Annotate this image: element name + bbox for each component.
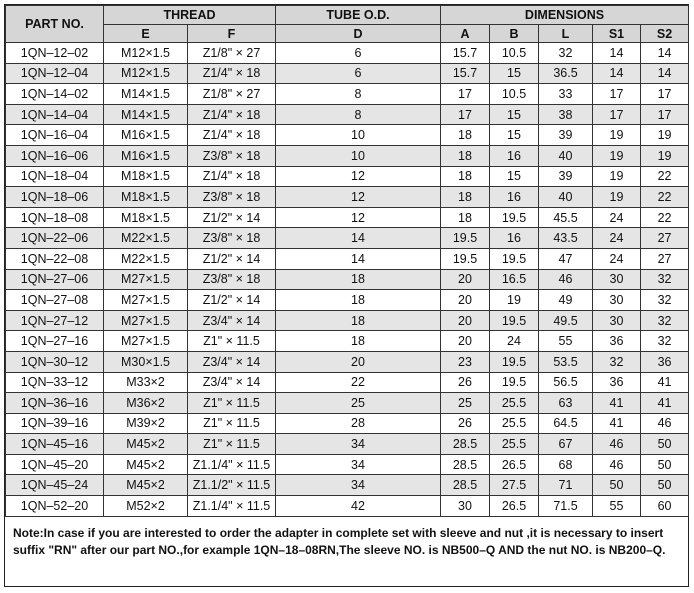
cell-thread-f: Z1/4" × 18 [188, 125, 276, 146]
sub-header-row [6, 25, 689, 43]
cell-thread-f: Z1/8" × 27 [188, 84, 276, 105]
table-body [6, 43, 689, 517]
cell-dim-s2: 32 [641, 310, 689, 331]
header-tube-od: TUBE O.D. [276, 6, 441, 25]
cell-dim-s1: 30 [593, 290, 641, 311]
cell-dim-s1: 24 [593, 248, 641, 269]
cell-dim-a: 18 [441, 187, 490, 208]
table-row [6, 104, 689, 125]
cell-dim-l: 56.5 [539, 372, 593, 393]
cell-part-no: 1QN–36–16 [6, 393, 104, 414]
cell-dim-a: 28.5 [441, 475, 490, 496]
header-d: D [276, 25, 441, 43]
table-row [6, 84, 689, 105]
cell-dim-s2: 22 [641, 207, 689, 228]
cell-dim-s1: 46 [593, 454, 641, 475]
cell-dim-b: 16 [490, 187, 539, 208]
cell-thread-f: Z3/8" × 18 [188, 269, 276, 290]
cell-thread-f: Z3/8" × 18 [188, 145, 276, 166]
table-row [6, 207, 689, 228]
cell-tube-od-d: 25 [276, 393, 441, 414]
cell-dim-b: 10.5 [490, 84, 539, 105]
cell-dim-s1: 19 [593, 187, 641, 208]
cell-dim-s2: 32 [641, 331, 689, 352]
cell-dim-s1: 46 [593, 434, 641, 455]
cell-dim-b: 19.5 [490, 207, 539, 228]
cell-thread-e: M18×1.5 [104, 207, 188, 228]
cell-dim-b: 16.5 [490, 269, 539, 290]
cell-dim-l: 39 [539, 166, 593, 187]
cell-tube-od-d: 10 [276, 145, 441, 166]
cell-dim-s2: 22 [641, 187, 689, 208]
table-row [6, 434, 689, 455]
cell-dim-a: 20 [441, 290, 490, 311]
cell-dim-l: 46 [539, 269, 593, 290]
cell-dim-s1: 17 [593, 84, 641, 105]
cell-tube-od-d: 6 [276, 63, 441, 84]
cell-dim-b: 16 [490, 228, 539, 249]
table-row [6, 413, 689, 434]
cell-dim-l: 71.5 [539, 496, 593, 517]
cell-dim-s2: 60 [641, 496, 689, 517]
cell-tube-od-d: 10 [276, 125, 441, 146]
cell-thread-e: M12×1.5 [104, 43, 188, 64]
cell-thread-f: Z3/4" × 14 [188, 310, 276, 331]
cell-tube-od-d: 12 [276, 207, 441, 228]
cell-part-no: 1QN–27–12 [6, 310, 104, 331]
table-row [6, 310, 689, 331]
cell-tube-od-d: 18 [276, 310, 441, 331]
header-s1: S1 [593, 25, 641, 43]
cell-dim-a: 28.5 [441, 454, 490, 475]
cell-thread-f: Z3/4" × 14 [188, 351, 276, 372]
cell-dim-s1: 24 [593, 228, 641, 249]
cell-dim-s2: 27 [641, 248, 689, 269]
cell-dim-b: 25.5 [490, 413, 539, 434]
cell-thread-f: Z1.1/4" × 11.5 [188, 496, 276, 517]
cell-dim-b: 19 [490, 290, 539, 311]
cell-thread-f: Z1" × 11.5 [188, 413, 276, 434]
cell-dim-a: 15.7 [441, 43, 490, 64]
cell-thread-e: M45×2 [104, 454, 188, 475]
cell-thread-e: M27×1.5 [104, 269, 188, 290]
cell-part-no: 1QN–18–06 [6, 187, 104, 208]
cell-dim-s1: 19 [593, 166, 641, 187]
cell-dim-s1: 55 [593, 496, 641, 517]
dimension-table [5, 5, 689, 517]
cell-tube-od-d: 34 [276, 475, 441, 496]
cell-dim-a: 20 [441, 331, 490, 352]
cell-thread-f: Z3/8" × 18 [188, 187, 276, 208]
cell-dim-l: 36.5 [539, 63, 593, 84]
table-row [6, 372, 689, 393]
cell-dim-s2: 22 [641, 166, 689, 187]
cell-dim-s1: 41 [593, 393, 641, 414]
cell-dim-s2: 14 [641, 43, 689, 64]
cell-thread-f: Z1" × 11.5 [188, 393, 276, 414]
cell-tube-od-d: 8 [276, 104, 441, 125]
table-row [6, 269, 689, 290]
cell-dim-l: 32 [539, 43, 593, 64]
cell-thread-f: Z1/4" × 18 [188, 63, 276, 84]
cell-dim-a: 20 [441, 310, 490, 331]
table-header [6, 6, 689, 43]
cell-part-no: 1QN–45–24 [6, 475, 104, 496]
cell-thread-f: Z1/2" × 14 [188, 290, 276, 311]
cell-dim-s1: 19 [593, 125, 641, 146]
cell-dim-a: 19.5 [441, 248, 490, 269]
order-note: Note:In case if you are interested to order the adapter in complete set with sleeve and nut ,it is necessary to insert suffix "RN" after our part NO.,for example 1QN–18–08RN,The sleeve NO. is NB500–Q AND the nut NO. is NB200–Q. [13, 525, 666, 557]
cell-thread-e: M27×1.5 [104, 310, 188, 331]
table-row [6, 351, 689, 372]
cell-part-no: 1QN–27–06 [6, 269, 104, 290]
cell-tube-od-d: 18 [276, 290, 441, 311]
cell-dim-a: 18 [441, 145, 490, 166]
cell-thread-f: Z1/8" × 27 [188, 43, 276, 64]
cell-part-no: 1QN–16–06 [6, 145, 104, 166]
cell-dim-s2: 36 [641, 351, 689, 372]
cell-tube-od-d: 18 [276, 331, 441, 352]
cell-thread-e: M18×1.5 [104, 187, 188, 208]
cell-thread-f: Z1/2" × 14 [188, 248, 276, 269]
table-row [6, 166, 689, 187]
cell-part-no: 1QN–18–08 [6, 207, 104, 228]
cell-thread-e: M45×2 [104, 434, 188, 455]
cell-part-no: 1QN–45–16 [6, 434, 104, 455]
cell-dim-s2: 14 [641, 63, 689, 84]
cell-part-no: 1QN–52–20 [6, 496, 104, 517]
cell-dim-b: 15 [490, 63, 539, 84]
cell-dim-s1: 41 [593, 413, 641, 434]
cell-thread-e: M16×1.5 [104, 125, 188, 146]
cell-dim-l: 43.5 [539, 228, 593, 249]
cell-dim-s1: 19 [593, 145, 641, 166]
cell-thread-e: M30×1.5 [104, 351, 188, 372]
table-row [6, 228, 689, 249]
cell-part-no: 1QN–30–12 [6, 351, 104, 372]
cell-dim-s1: 32 [593, 351, 641, 372]
cell-tube-od-d: 28 [276, 413, 441, 434]
cell-tube-od-d: 12 [276, 187, 441, 208]
table-row [6, 393, 689, 414]
cell-thread-e: M16×1.5 [104, 145, 188, 166]
header-f: F [188, 25, 276, 43]
cell-thread-e: M39×2 [104, 413, 188, 434]
cell-thread-f: Z1" × 11.5 [188, 331, 276, 352]
cell-part-no: 1QN–14–04 [6, 104, 104, 125]
header-b: B [490, 25, 539, 43]
table-row [6, 187, 689, 208]
cell-dim-l: 63 [539, 393, 593, 414]
cell-dim-l: 40 [539, 145, 593, 166]
cell-dim-s2: 17 [641, 104, 689, 125]
cell-dim-s2: 50 [641, 434, 689, 455]
cell-dim-a: 20 [441, 269, 490, 290]
cell-dim-s1: 24 [593, 207, 641, 228]
cell-thread-e: M52×2 [104, 496, 188, 517]
table-row [6, 63, 689, 84]
cell-dim-l: 47 [539, 248, 593, 269]
cell-dim-a: 17 [441, 84, 490, 105]
cell-thread-f: Z1" × 11.5 [188, 434, 276, 455]
cell-dim-l: 55 [539, 331, 593, 352]
cell-thread-f: Z1.1/4" × 11.5 [188, 454, 276, 475]
cell-dim-s2: 17 [641, 84, 689, 105]
cell-thread-e: M14×1.5 [104, 84, 188, 105]
cell-dim-a: 28.5 [441, 434, 490, 455]
cell-dim-b: 25.5 [490, 393, 539, 414]
cell-thread-f: Z3/4" × 14 [188, 372, 276, 393]
cell-tube-od-d: 22 [276, 372, 441, 393]
cell-dim-a: 19.5 [441, 228, 490, 249]
cell-thread-e: M36×2 [104, 393, 188, 414]
table-row [6, 454, 689, 475]
spec-sheet [4, 4, 689, 587]
cell-dim-b: 19.5 [490, 248, 539, 269]
cell-thread-e: M45×2 [104, 475, 188, 496]
cell-thread-e: M12×1.5 [104, 63, 188, 84]
cell-dim-s2: 41 [641, 393, 689, 414]
cell-thread-e: M33×2 [104, 372, 188, 393]
cell-dim-l: 68 [539, 454, 593, 475]
cell-dim-b: 25.5 [490, 434, 539, 455]
cell-dim-l: 38 [539, 104, 593, 125]
table-row [6, 125, 689, 146]
cell-part-no: 1QN–33–12 [6, 372, 104, 393]
cell-dim-l: 39 [539, 125, 593, 146]
cell-dim-b: 26.5 [490, 454, 539, 475]
cell-dim-b: 19.5 [490, 372, 539, 393]
cell-dim-a: 18 [441, 166, 490, 187]
cell-tube-od-d: 12 [276, 166, 441, 187]
table-row [6, 475, 689, 496]
table-row [6, 248, 689, 269]
cell-dim-a: 30 [441, 496, 490, 517]
cell-thread-e: M27×1.5 [104, 290, 188, 311]
cell-dim-s2: 19 [641, 145, 689, 166]
header-a: A [441, 25, 490, 43]
cell-dim-l: 45.5 [539, 207, 593, 228]
cell-thread-f: Z3/8" × 18 [188, 228, 276, 249]
cell-part-no: 1QN–39–16 [6, 413, 104, 434]
cell-thread-e: M22×1.5 [104, 228, 188, 249]
cell-part-no: 1QN–14–02 [6, 84, 104, 105]
cell-tube-od-d: 34 [276, 454, 441, 475]
cell-dim-b: 19.5 [490, 310, 539, 331]
table-row [6, 43, 689, 64]
cell-dim-s2: 32 [641, 269, 689, 290]
table-row [6, 290, 689, 311]
cell-dim-b: 16 [490, 145, 539, 166]
cell-dim-l: 49 [539, 290, 593, 311]
cell-tube-od-d: 8 [276, 84, 441, 105]
cell-dim-s2: 50 [641, 475, 689, 496]
header-s2: S2 [641, 25, 689, 43]
cell-tube-od-d: 6 [276, 43, 441, 64]
cell-part-no: 1QN–27–16 [6, 331, 104, 352]
cell-dim-s2: 41 [641, 372, 689, 393]
cell-part-no: 1QN–18–04 [6, 166, 104, 187]
cell-dim-b: 27.5 [490, 475, 539, 496]
cell-part-no: 1QN–16–04 [6, 125, 104, 146]
cell-dim-s1: 36 [593, 372, 641, 393]
cell-dim-s2: 46 [641, 413, 689, 434]
cell-dim-a: 18 [441, 207, 490, 228]
cell-part-no: 1QN–22–06 [6, 228, 104, 249]
cell-dim-l: 67 [539, 434, 593, 455]
cell-dim-a: 25 [441, 393, 490, 414]
cell-tube-od-d: 34 [276, 434, 441, 455]
cell-dim-a: 23 [441, 351, 490, 372]
cell-dim-s2: 50 [641, 454, 689, 475]
cell-thread-f: Z1/4" × 18 [188, 166, 276, 187]
cell-dim-b: 15 [490, 125, 539, 146]
cell-dim-s2: 19 [641, 125, 689, 146]
table-row [6, 145, 689, 166]
cell-dim-b: 24 [490, 331, 539, 352]
header-part-no: PART NO. [6, 6, 104, 43]
header-thread: THREAD [104, 6, 276, 25]
cell-dim-l: 71 [539, 475, 593, 496]
cell-part-no: 1QN–27–08 [6, 290, 104, 311]
header-l: L [539, 25, 593, 43]
cell-dim-s1: 17 [593, 104, 641, 125]
cell-dim-a: 17 [441, 104, 490, 125]
cell-dim-l: 53.5 [539, 351, 593, 372]
cell-thread-e: M22×1.5 [104, 248, 188, 269]
cell-part-no: 1QN–12–02 [6, 43, 104, 64]
cell-thread-e: M14×1.5 [104, 104, 188, 125]
cell-dim-a: 15.7 [441, 63, 490, 84]
cell-thread-f: Z1/4" × 18 [188, 104, 276, 125]
cell-dim-b: 15 [490, 166, 539, 187]
cell-thread-e: M27×1.5 [104, 331, 188, 352]
cell-dim-b: 15 [490, 104, 539, 125]
table-row [6, 496, 689, 517]
cell-dim-a: 26 [441, 372, 490, 393]
cell-dim-a: 18 [441, 125, 490, 146]
cell-thread-f: Z1.1/2" × 11.5 [188, 475, 276, 496]
cell-tube-od-d: 20 [276, 351, 441, 372]
cell-thread-e: M18×1.5 [104, 166, 188, 187]
cell-dim-s2: 32 [641, 290, 689, 311]
cell-dim-s2: 27 [641, 228, 689, 249]
cell-thread-f: Z1/2" × 14 [188, 207, 276, 228]
cell-tube-od-d: 42 [276, 496, 441, 517]
cell-dim-b: 19.5 [490, 351, 539, 372]
cell-dim-a: 26 [441, 413, 490, 434]
cell-part-no: 1QN–45–20 [6, 454, 104, 475]
header-dimensions: DIMENSIONS [441, 6, 689, 25]
cell-tube-od-d: 18 [276, 269, 441, 290]
cell-dim-l: 40 [539, 187, 593, 208]
table-row [6, 331, 689, 352]
cell-dim-b: 26.5 [490, 496, 539, 517]
cell-dim-l: 64.5 [539, 413, 593, 434]
cell-dim-s1: 30 [593, 269, 641, 290]
cell-tube-od-d: 14 [276, 248, 441, 269]
cell-dim-s1: 50 [593, 475, 641, 496]
cell-dim-s1: 36 [593, 331, 641, 352]
cell-dim-b: 10.5 [490, 43, 539, 64]
cell-dim-s1: 30 [593, 310, 641, 331]
cell-dim-s1: 14 [593, 43, 641, 64]
cell-dim-l: 49.5 [539, 310, 593, 331]
cell-dim-l: 33 [539, 84, 593, 105]
header-e: E [104, 25, 188, 43]
cell-part-no: 1QN–12–04 [6, 63, 104, 84]
cell-tube-od-d: 14 [276, 228, 441, 249]
cell-part-no: 1QN–22–08 [6, 248, 104, 269]
cell-dim-s1: 14 [593, 63, 641, 84]
